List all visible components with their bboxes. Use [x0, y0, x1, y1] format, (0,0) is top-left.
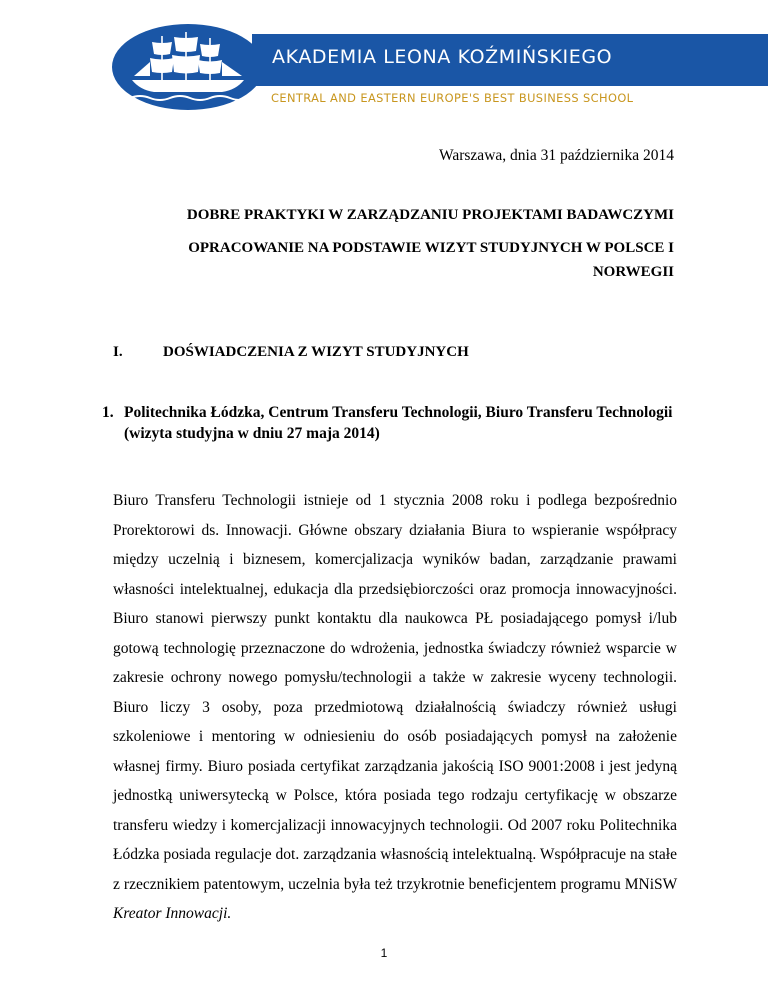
institution-name: AKADEMIA LEONA KOŹMIŃSKIEGO	[272, 46, 613, 68]
page-number: 1	[380, 946, 388, 960]
document-title: DOBRE PRAKTYKI W ZARZĄDZANIU PROJEKTAMI BADAWCZYMI	[186, 207, 674, 223]
subsection-number: 1.	[102, 404, 114, 421]
paragraph-text: Biuro Transferu Technologii istnieje od 1 stycznia 2008 roku i podlega bezpośrednio Prorektorowi ds. Innowacji. Główne obszary działania Biura to wspieranie współpracy między uczelnią i biznesem, komercjalizacja wyników badan, zarządzanie prawami własności intelektualnej, edukacja dla przedsiębiorczości oraz promocja innowacyjności. Biuro stanowi pierwszy punkt kontaktu dla naukowca PŁ posiadającego pomysł i/lub gotową technologię przeznaczone do wdrożenia, jednostka świadczy również wsparcie w zakresie ochrony nowego pomysłu/technologii a także w zakresie wyceny technologii. Biuro liczy 3 osoby, poza przedmiotową działalnością świadczy również usługi szkoleniowe i mentoring w odniesieniu do osób posiadających pomysł na założenie własnej firmy. Biuro posiada certyfikat zarządzania jakością ISO 9001:2008 i jest jedyną jednostką uniwersytecką w Polsce, która posiada tego rodzaju certyfikację w obszarze transferu wiedzy i komercjalizacji innowacyjnych technologii. Od 2007 roku Politechnika Łódzka posiada regulacje dot. zarządzania własnością intelektualną. Współpracuje na stałe z rzecznikiem patentowym, uczelnia była też trzykrotnie beneficjentem programu MNiSW	[113, 492, 677, 893]
letterhead	[0, 0, 768, 112]
header-banner	[252, 34, 768, 86]
subsection-title: Politechnika Łódzka, Centrum Transferu Technologii, Biuro Transferu Technologii (wizyta studyjna w dniu 27 maja 2014)	[124, 404, 673, 442]
section-title: DOŚWIADCZENIA Z WIZYT STUDYJNYCH	[163, 344, 469, 360]
body-paragraph	[113, 486, 677, 929]
document-date: Warszawa, dnia 31 października 2014	[438, 147, 674, 164]
ship-logo-icon	[110, 22, 266, 112]
institution-tagline: CENTRAL AND EASTERN EUROPE'S BEST BUSINESS SCHOOL	[271, 91, 634, 105]
section-heading	[113, 344, 469, 361]
subsection-heading	[102, 402, 692, 444]
document-subtitle: OPRACOWANIE NA PODSTAWIE WIZYT STUDYJNYCH W POLSCE I NORWEGII	[188, 240, 674, 280]
program-name: Kreator Innowacji.	[113, 905, 232, 922]
section-number: I.	[113, 344, 123, 360]
